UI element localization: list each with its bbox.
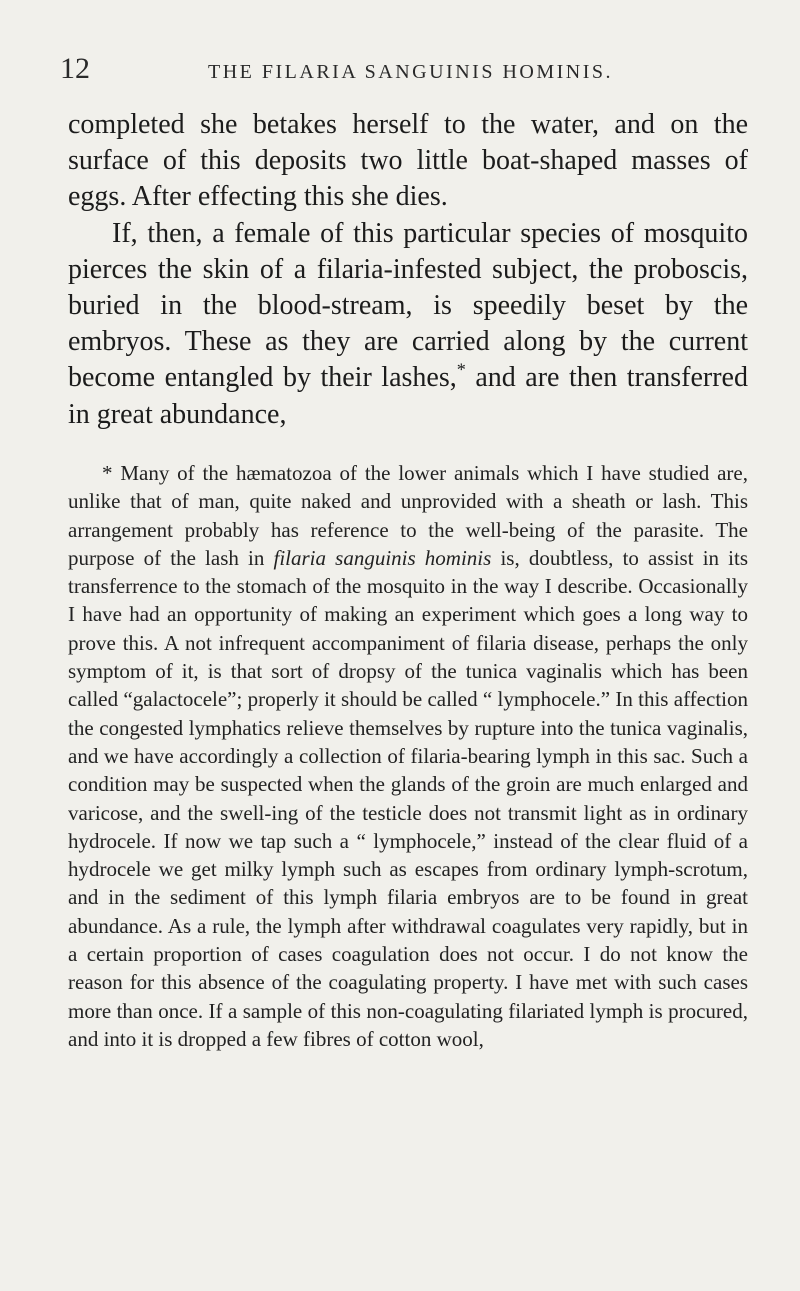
page-header xyxy=(60,52,750,92)
paragraph-continued: completed she betakes herself to the water, and on the surface of this deposits two little boat-shaped masses of eggs. After effecting this she dies. xyxy=(68,109,748,213)
footnote-mark: * xyxy=(102,461,113,485)
footnote-reference: * xyxy=(456,360,466,381)
footnote-text-end: is, doubtless, to assist in its transferrence to the stomach of the mosquito in the way I describe. Occasionally I have had an opportunity of making an experiment which goes a long way to prove this. A not infrequent accompaniment of filaria disease, perhaps the only symptom of it, is that sort of dropsy of the tunica vaginalis which has been called “galactocele”; properly it should be called “ lymphocele.” In this affection the congested lymphatics relieve themselves by rupture into the tunica vaginalis, and we have accordingly a collection of filaria-bearing lymph in this sac. Such a condition may be suspected when the glands of the groin are much enlarged and varicose, and the swell-ing of the testicle does not transmit light as in ordinary hydrocele. If now we tap such a “ lymphocele,” instead of the clear fluid of a hydrocele we get milky lymph such as escapes from ordinary lymph-scrotum, and in the sediment of this lymph filaria embryos are to be found in great abundance. As a rule, the lymph after withdrawal coagulates very rapidly, but in a certain proportion of cases coagulation does not occur. I do not know the reason for this absence of the coagulating property. I have met with such cases more than once. If a sample of this non-coagulating filariated lymph is procured, and into it is dropped a few fibres of cotton wool, xyxy=(68,545,749,1051)
paragraph xyxy=(68,216,748,433)
running-head: THE FILARIA SANGUINIS HOMINIS. xyxy=(208,61,613,83)
species-name: filaria sanguinis hominis xyxy=(273,545,492,570)
footnote-paragraph xyxy=(68,459,748,1053)
main-text xyxy=(68,107,748,433)
footnote-text: Many of the hæmatozoa of the lower animals which I have studied are, unlike that of man, quite naked and unprovided with a sheath or lash. This arrangement probably has reference to the well-being of the parasite. The purpose of the lash in xyxy=(68,461,748,570)
page-number: 12 xyxy=(60,52,90,85)
paragraph-text: If, then, a female of this particular species of mosquito pierces the skin of a filaria-infested subject, the proboscis, buried in the blood-stream, is speedily beset by the embryos. These as they are carried along by the current become entangled by their lashes, xyxy=(68,217,748,394)
paragraph-text-end: and are then transferred in great abundance, xyxy=(68,362,748,430)
footnote xyxy=(68,459,748,1053)
